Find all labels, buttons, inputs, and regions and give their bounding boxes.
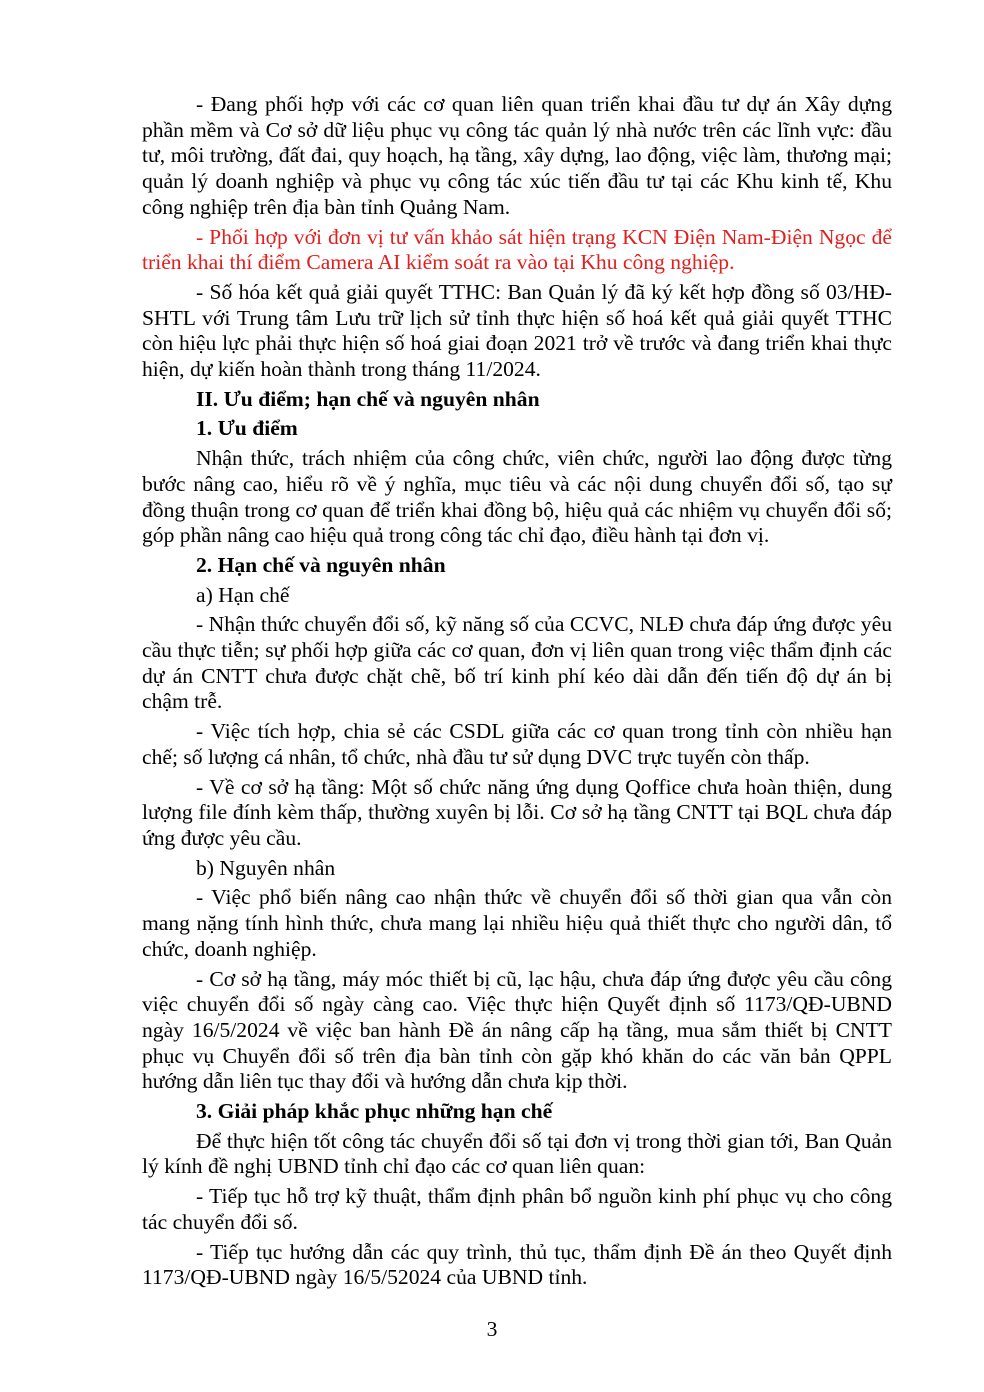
paragraph-digitization: - Số hóa kết quả giải quyết TTHC: Ban Quản lý đã ký kết hợp đồng số 03/HĐ-SHTL với Trung tâm Lưu trữ lịch sử tỉnh thực hiện số hoá kết quả giải quyết TTHC còn hiệu lực phải thực hiện số hoá giai đoạn 2021 trở về trước và đang triển khai thực hiện, dự kiến hoàn thành trong tháng 11/2024.	[142, 279, 892, 382]
paragraph-solution-technical-support: - Tiếp tục hỗ trợ kỹ thuật, thẩm định phân bổ nguồn kinh phí phục vụ cho công tác chuyển đổi số.	[142, 1184, 892, 1234]
paragraph-camera-ai: - Phối hợp với đơn vị tư vấn khảo sát hiện trạng KCN Điện Nam-Điện Ngọc để triển khai thí điểm Camera AI kiểm soát ra vào tại Khu công nghiệp.	[142, 224, 892, 275]
paragraph-limitation-integration: - Việc tích hợp, chia sẻ các CSDL giữa các cơ quan trong tỉnh còn nhiều hạn chế; số lượng cá nhân, tổ chức, nhà đầu tư sử dụng DVC trực tuyến còn thấp.	[142, 719, 892, 769]
label-causes: b) Nguyên nhân	[196, 855, 336, 880]
paragraph-solution-guidance: - Tiếp tục hướng dẫn các quy trình, thủ tục, thẩm định Đề án theo Quyết định 1173/QĐ-UBND ngày 16/5/52024 của UBND tỉnh.	[142, 1239, 892, 1290]
label-limitations: a) Hạn chế	[196, 582, 290, 607]
page-number: 3	[486, 1317, 498, 1341]
paragraph-limitation-awareness: - Nhận thức chuyển đổi số, kỹ năng số của CCVC, NLĐ chưa đáp ứng được yêu cầu thực tiễn; sự phối hợp giữa các cơ quan, đơn vị liên quan trong việc thẩm định các dự án CNTT chưa được chặt chẽ, bố trí kinh phí kéo dài dẫn đến tiến độ dự án bị chậm trễ.	[142, 612, 892, 714]
paragraph-solutions-intro: Để thực hiện tốt công tác chuyển đổi số tại đơn vị trong thời gian tới, Ban Quản lý kính đề nghị UBND tỉnh chỉ đạo các cơ quan liên quan:	[142, 1128, 892, 1179]
paragraph-cause-awareness: - Việc phổ biến nâng cao nhận thức về chuyển đổi số thời gian qua vẫn còn mang nặng tính hình thức, chưa mang lại nhiều hiệu quả thiết thực cho người dân, tổ chức, doanh nghiệp.	[142, 885, 892, 961]
paragraph-limitation-infrastructure: - Về cơ sở hạ tầng: Một số chức năng ứng dụng Qoffice chưa hoàn thiện, dung lượng file đính kèm thấp, thường xuyên bị lỗi. Cơ sở hạ tầng CNTT tại BQL chưa đáp ứng được yêu cầu.	[142, 774, 892, 850]
subheading-limitations: 2. Hạn chế và nguyên nhân	[196, 552, 446, 577]
paragraph-advantages: Nhận thức, trách nhiệm của công chức, viên chức, người lao động được từng bước nâng cao, hiểu rõ về ý nghĩa, mục tiêu và các nội dung chuyển đổi số, tạo sự đồng thuận trong cơ quan để triển khai đồng bộ, hiệu quả các nhiệm vụ chuyển đổi số; góp phần nâng cao hiệu quả trong công tác chỉ đạo, điều hành tại đơn vị.	[142, 446, 892, 548]
paragraph-cause-infrastructure: - Cơ sở hạ tầng, máy móc thiết bị cũ, lạc hậu, chưa đáp ứng được yêu cầu công việc chuyển đổi số ngày càng cao. Việc thực hiện Quyết định số 1173/QĐ-UBND ngày 16/5/2024 về việc ban hành Đề án nâng cấp hạ tầng, mua sắm thiết bị CNTT phục vụ Chuyển đổi số trên địa bàn tỉnh còn gặp khó khăn do các văn bản QPPL hướng dẫn liên tục thay đổi và hướng dẫn chưa kịp thời.	[142, 966, 892, 1094]
document-page	[142, 92, 892, 1295]
section-heading-ii: II. Ưu điểm; hạn chế và nguyên nhân	[196, 386, 540, 411]
subheading-advantages: 1. Ưu điểm	[196, 416, 298, 441]
subheading-solutions: 3. Giải pháp khắc phục những hạn chế	[196, 1099, 553, 1124]
paragraph-software-database: - Đang phối hợp với các cơ quan liên quan triển khai đầu tư dự án Xây dựng phần mềm và Cơ sở dữ liệu phục vụ công tác quản lý nhà nước trên các lĩnh vực: đầu tư, môi trường, đất đai, quy hoạch, hạ tầng, xây dựng, lao động, việc làm, thương mại; quản lý doanh nghiệp và phục vụ công tác xúc tiến đầu tư tại các Khu kinh tế, Khu công nghiệp trên địa bàn tỉnh Quảng Nam.	[142, 92, 892, 219]
